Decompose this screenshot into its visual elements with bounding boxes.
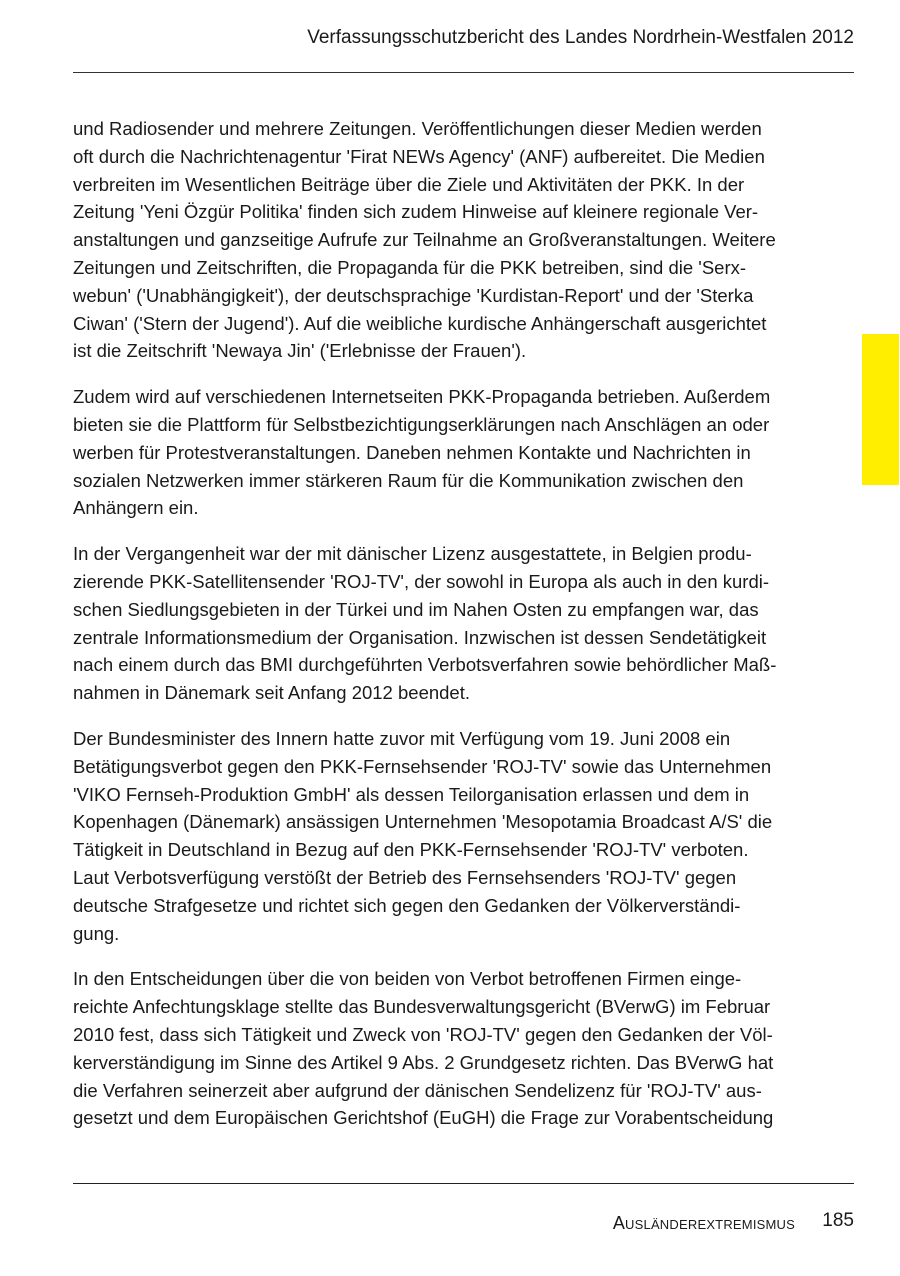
text-line: Zudem wird auf verschiedenen Internetseiten PKK-Propaganda betrieben. Außerdem	[73, 386, 771, 408]
text-line: Zeitungen und Zeitschriften, die Propaganda für die PKK betreiben, sind die 'Serx-	[73, 256, 747, 278]
text-line: verbreiten im Wesentlichen Beiträge über die Ziele und Aktivitäten der PKK. In der	[73, 173, 745, 195]
text-line: zentrale Informationsmedium der Organisation. Inzwischen ist dessen Sendetätigkeit	[73, 626, 767, 648]
text-line: Tätigkeit in Deutschland in Bezug auf den PKK-Fernsehsender 'ROJ-TV' verboten.	[73, 839, 749, 861]
chapter-tab-marker	[862, 334, 899, 485]
text-line: In den Entscheidungen über die von beiden von Verbot betroffenen Firmen einge-	[73, 968, 742, 990]
text-line: zierende PKK-Satellitensender 'ROJ-TV', der sowohl in Europa als auch in den kurdi-	[73, 570, 770, 592]
text-line: gung.	[73, 922, 120, 944]
text-line: deutsche Strafgesetze und richtet sich gegen den Gedanken der Völkerverständi-	[73, 894, 741, 916]
text-line: webun' ('Unabhängigkeit'), der deutschsprachige 'Kurdistan-Report' und der 'Sterka	[73, 284, 754, 306]
text-line: werben für Protestveranstaltungen. Daneben nehmen Kontakte und Nachrichten in	[73, 441, 751, 463]
text-line: Zeitung 'Yeni Özgür Politika' finden sich zudem Hinweise auf kleinere regionale Ver-	[73, 201, 759, 223]
body-text	[73, 115, 813, 1150]
text-line: Anhängern ein.	[73, 497, 199, 519]
text-line: die Verfahren seinerzeit aber aufgrund der dänischen Sendelizenz für 'ROJ-TV' aus-	[73, 1079, 762, 1101]
paragraph	[73, 540, 813, 707]
text-line: Kopenhagen (Dänemark) ansässigen Unternehmen 'Mesopotamia Broadcast A/S' die	[73, 811, 773, 833]
text-line: oft durch die Nachrichtenagentur 'Firat NEWs Agency' (ANF) aufbereitet. Die Medien	[73, 145, 765, 167]
text-line: anstaltungen und ganzseitige Aufrufe zur Teilnahme an Großveranstaltungen. Weitere	[73, 229, 776, 251]
text-line: Der Bundesminister des Innern hatte zuvor mit Verfügung vom 19. Juni 2008 ein	[73, 727, 731, 749]
text-line: reichte Anfechtungsklage stellte das Bundesverwaltungsgericht (BVerwG) im Februar	[73, 996, 771, 1018]
text-line: Ciwan' ('Stern der Jugend'). Auf die weibliche kurdische Anhängerschaft ausgerichtet	[73, 312, 767, 334]
text-line: gesetzt und dem Europäischen Gerichtshof (EuGH) die Frage zur Vorabentscheidung	[73, 1107, 774, 1129]
paragraph	[73, 725, 813, 947]
text-line: 'VIKO Fernseh-Produktion GmbH' als dessen Teilorganisation erlassen und dem in	[73, 783, 750, 805]
text-line: Betätigungsverbot gegen den PKK-Fernsehsender 'ROJ-TV' sowie das Unternehmen	[73, 755, 772, 777]
paragraph	[73, 115, 813, 365]
text-line: 2010 fest, dass sich Tätigkeit und Zweck von 'ROJ-TV' gegen den Gedanken der Völ-	[73, 1023, 773, 1045]
text-line: bieten sie die Plattform für Selbstbezichtigungserklärungen nach Anschlägen an oder	[73, 413, 770, 435]
text-line: kerverständigung im Sinne des Artikel 9 Abs. 2 Grundgesetz richten. Das BVerwG hat	[73, 1051, 774, 1073]
text-line: sozialen Netzwerken immer stärkeren Raum für die Kommunikation zwischen den	[73, 469, 744, 491]
header-divider	[73, 72, 854, 73]
text-line: In der Vergangenheit war der mit dänischer Lizenz ausgestattete, in Belgien produ-	[73, 543, 752, 565]
text-line: nahmen in Dänemark seit Anfang 2012 beendet.	[73, 682, 471, 704]
running-header-title: Verfassungsschutzbericht des Landes Nordrhein-Westfalen 2012	[307, 27, 854, 48]
text-line: und Radiosender und mehrere Zeitungen. Veröffentlichungen dieser Medien werden	[73, 118, 762, 139]
footer-section-title: Ausländerextremismus	[612, 1213, 795, 1233]
page-number: 185	[822, 1210, 854, 1231]
text-line: nach einem durch das BMI durchgeführten Verbotsverfahren sowie behördlicher Maß-	[73, 654, 777, 676]
text-line: Laut Verbotsverfügung verstößt der Betrieb des Fernsehsenders 'ROJ-TV' gegen	[73, 866, 737, 888]
paragraph	[73, 383, 813, 522]
text-line: schen Siedlungsgebieten in der Türkei und im Nahen Osten zu empfangen war, das	[73, 598, 759, 620]
text-line: ist die Zeitschrift 'Newaya Jin' ('Erlebnisse der Frauen').	[73, 340, 527, 362]
footer-divider	[73, 1183, 854, 1184]
paragraph	[73, 965, 813, 1132]
